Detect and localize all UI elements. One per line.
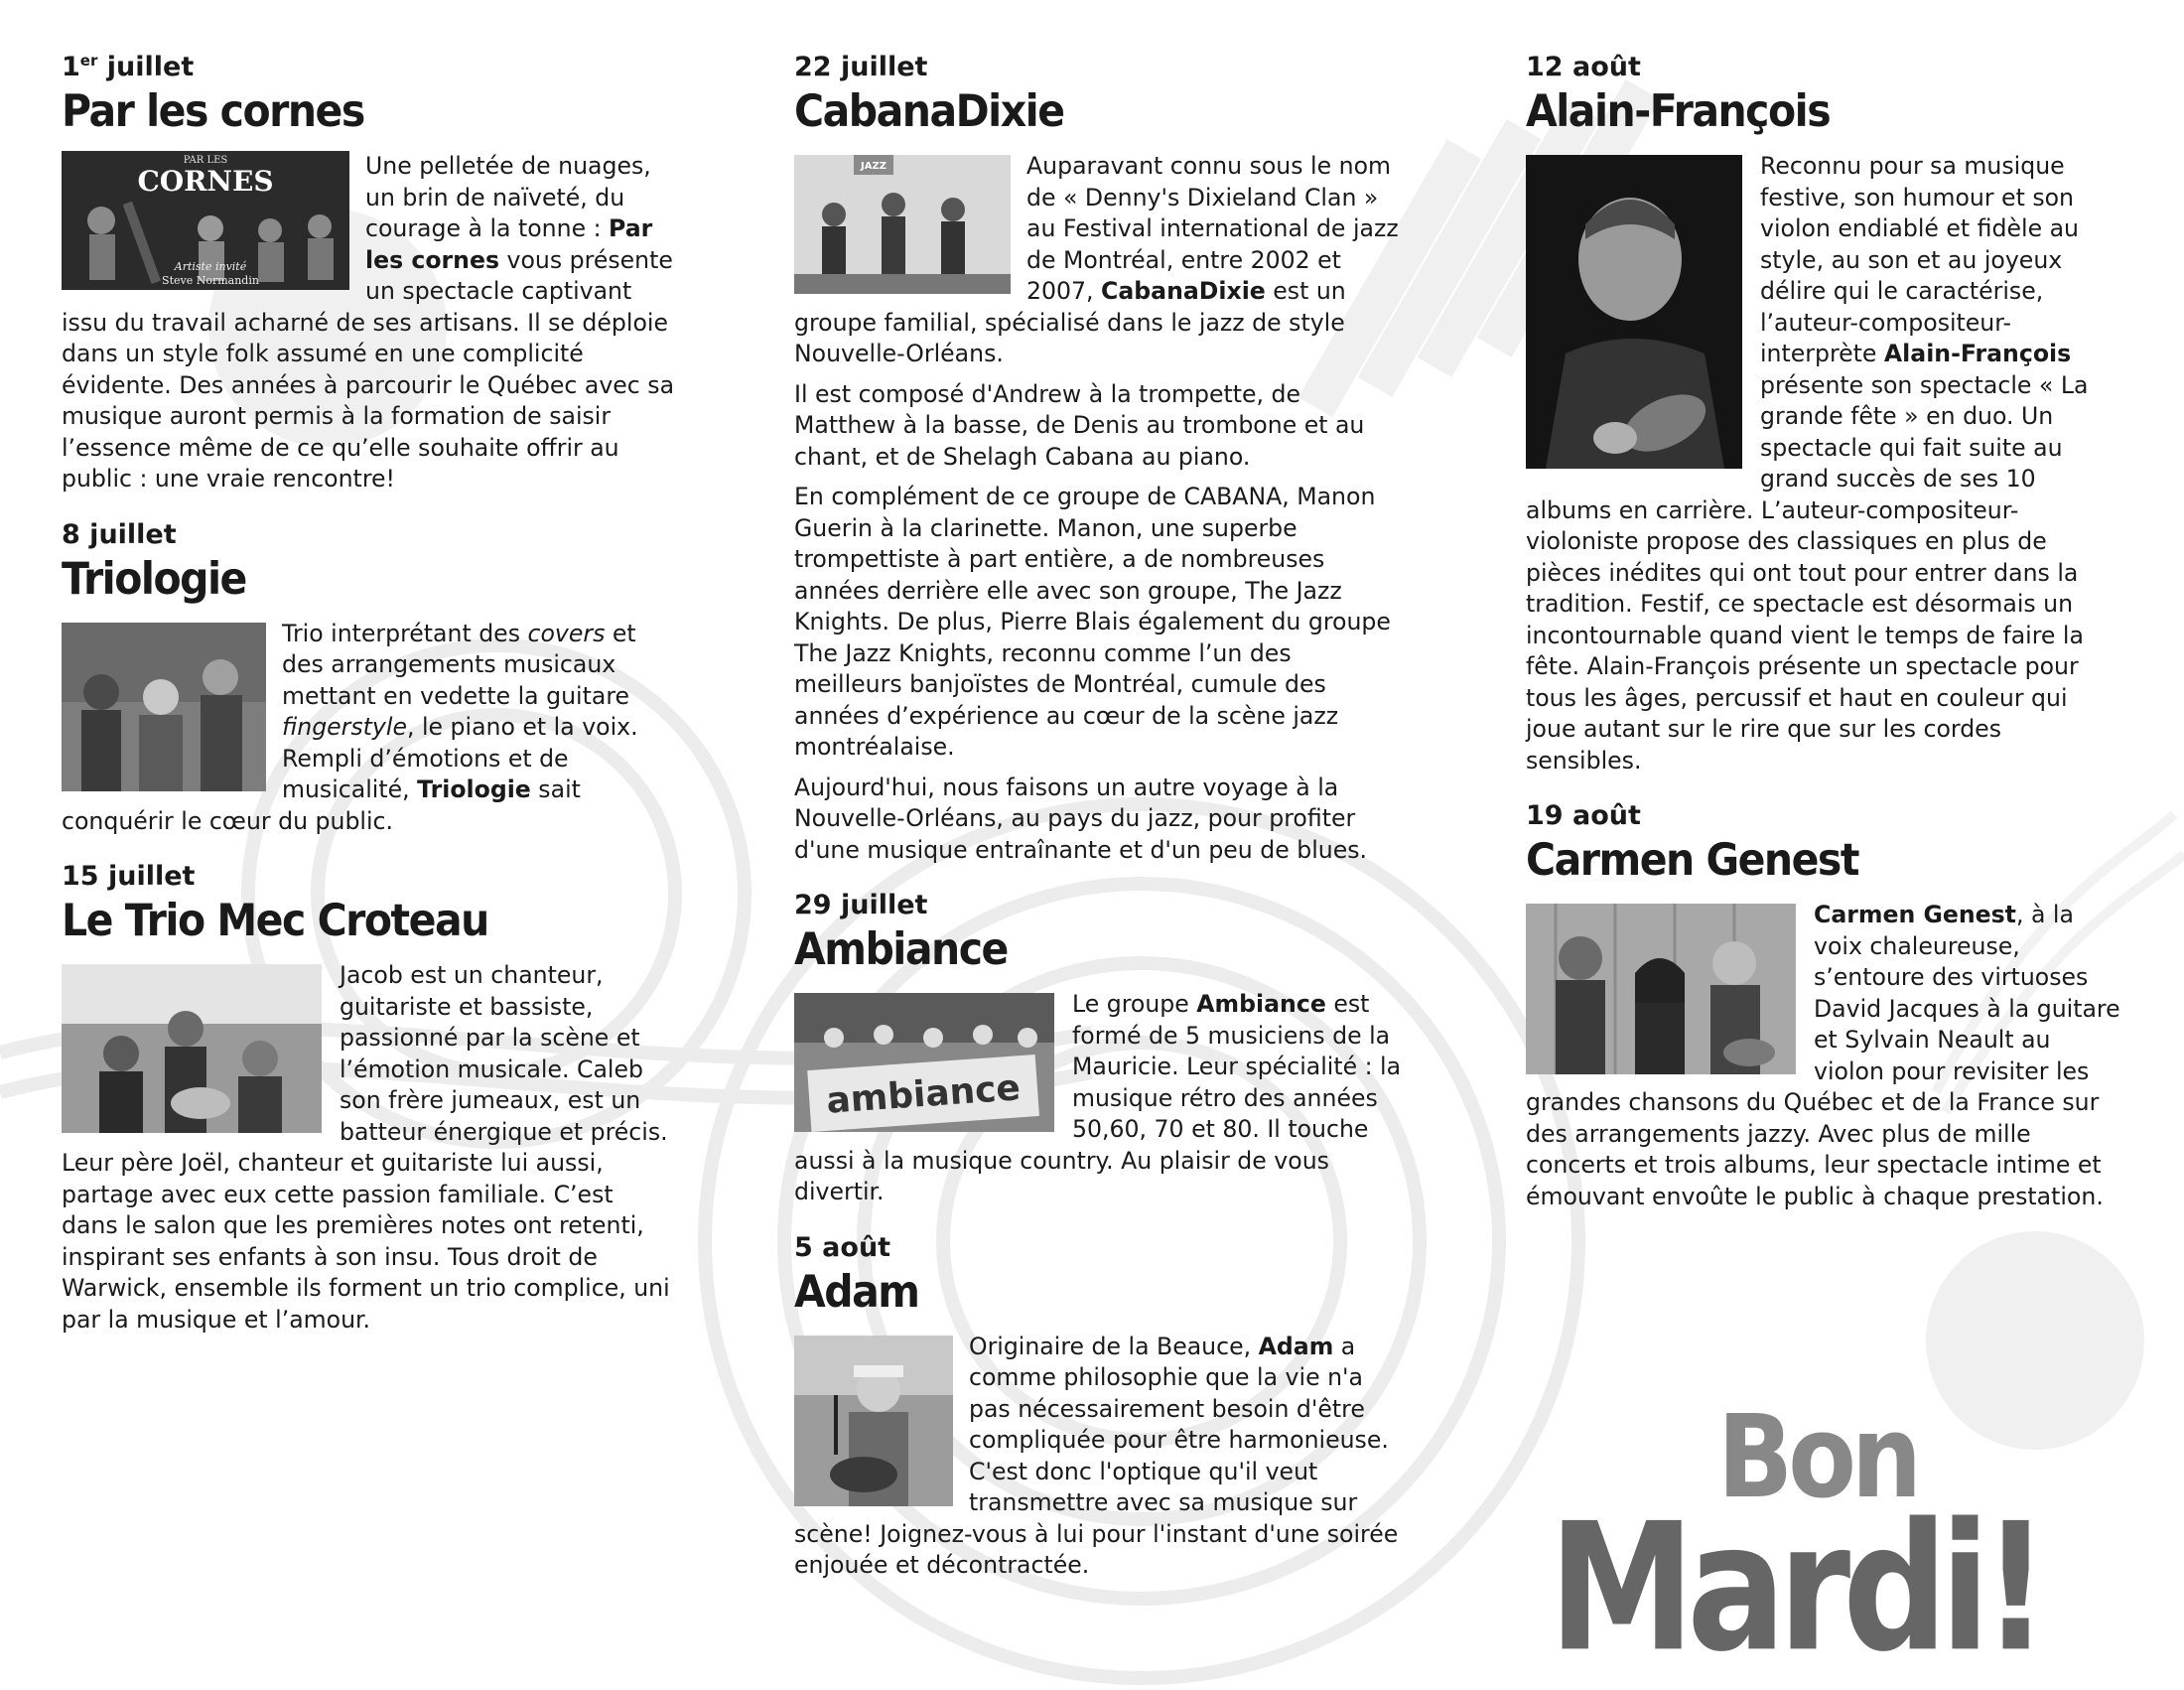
- event-date: 29 juillet: [794, 890, 928, 920]
- event-description: JAZZ Auparavant connu sous le nom de « Denny's Dixieland Clan » au Festival international de jazz de Montréal, entre 2002 et 2007, CabanaDixie est un groupe familial, spécialisé dans le jazz de style Nouvelle-Orléans. Il est composé d'Andrew à la trompette, de Matthew à la basse, de Denis au trombone et au chant, et de Shelagh Cabana au piano. En complément de ce groupe de CABANA, Manon Guerin à la clarinette. Manon, une superbe trompettiste à part entière, a de nombreuses années derrière elle avec son groupe, The Jazz Knights. De plus, Pierre Blais également du groupe The Jazz Knights, reconnu comme l’un des meilleurs banjoïstes de Montréal, cumule des années d’expérience au cœur de la scène jazz montréalaise. Aujourd'hui, nous faisons un autre voyage à la Nouvelle-Orléans, au pays du jazz, pour profiter d'une musique entraînante et d'un peu de blues.: [794, 151, 1402, 866]
- event-title: Alain-François: [1526, 85, 1831, 137]
- band-photo: [62, 964, 322, 1133]
- svg-text:CORNES: CORNES: [137, 165, 274, 198]
- event-title: Ambiance: [794, 923, 1008, 975]
- svg-text:Artiste invité: Artiste invité: [174, 260, 247, 273]
- svg-text:Steve Normandin: Steve Normandin: [162, 274, 259, 287]
- event-date: 5 août: [794, 1231, 891, 1263]
- event-description: Jacob est un chanteur, guitariste et bassiste, passionné par la scène et l’émotion musicale. Caleb son frère jumeaux, est un batteur énergique et précis. Leur père Joël, chanteur et guitariste lui aussi, partage avec eux cette passion familiale. C’est dans le salon que les premières notes ont retenti, inspirant ses enfants à son insu. Tous droit de Warwick, ensemble ils forment un trio complice, uni par la musique et l’amour.: [62, 961, 670, 1334]
- column-left: [62, 52, 675, 1359]
- band-photo: [1526, 904, 1796, 1074]
- event-title: CabanaDixie: [794, 85, 1064, 137]
- event-title: Adam: [794, 1265, 919, 1318]
- event-description: Originaire de la Beauce, Adam a comme philosophie que la vie n'a pas nécessairement besoin d'être compliquée pour être harmonieuse. C'est donc l'optique qu'il veut transmettre avec sa musique sur scène! Joignez-vous à lui pour l'instant d'une soirée enjouée et décontractée.: [794, 1332, 1399, 1579]
- event-par-les-cornes: [62, 52, 675, 495]
- event-description: PAR LES CORNES Artiste invité Steve Normandin Une pelletée de nuages, un brin de naïveté, du courage à la tonne : Par les cornes vous présente un spectacle captivant issu du travail acharné de ses artisans. Il se déploie dans un style folk assumé en une complicité évidente. Des années à parcourir le Québec avec sa musique auront permis à la formation de saisir l’essence même de ce qu’elle souhaite offrir au public : une vraie rencontre!: [62, 152, 675, 493]
- event-ambiance: [794, 890, 1402, 1208]
- event-description: Carmen Genest, à la voix chaleureuse, s’entoure des virtuoses David Jacques à la guitare et Sylvain Neault au violon pour revisiter les grandes chansons du Québec et de la France sur des arrangements jazzy. Avec plus de mille concerts et trois albums, leur spectacle intime et émouvant envoûte le public à chaque prestation.: [1526, 901, 2120, 1210]
- event-date: 12 août: [1526, 52, 1641, 82]
- column-right: [1526, 52, 2121, 1236]
- closing-line-1: Bon: [1717, 1390, 1918, 1524]
- event-title: Par les cornes: [62, 85, 364, 137]
- event-title: Le Trio Mec Croteau: [62, 895, 488, 946]
- event-triologie: [62, 519, 675, 838]
- event-adam: [794, 1232, 1402, 1582]
- column-middle: [794, 52, 1402, 1606]
- paragraph: Aujourd'hui, nous faisons un autre voyage à la Nouvelle-Orléans, au pays du jazz, pour profiter d'une musique entraînante et d'un peu de blues.: [794, 773, 1368, 864]
- band-photo: [62, 151, 349, 290]
- event-date: 8 juillet: [62, 518, 177, 550]
- event-cabanadixie: [794, 52, 1402, 866]
- svg-text:PAR LES: PAR LES: [183, 155, 228, 166]
- band-photo: [794, 993, 1054, 1132]
- paragraph: Il est composé d'Andrew à la trompette, de Matthew à la basse, de Denis au trombone et au chant, et de Shelagh Cabana au piano.: [794, 379, 1365, 471]
- event-date: 19 août: [1526, 800, 1641, 831]
- closing-greeting: [1549, 1390, 2105, 1690]
- event-description: Trio interprétant des covers et des arrangements musicaux mettant en vedette la guitare fingerstyle, le piano et la voix. Rempli d’émotions et de musicalité, Triologie sait conquérir le cœur du public.: [62, 619, 638, 835]
- event-title: Carmen Genest: [1526, 834, 1858, 886]
- closing-line-2: Mardi!: [1549, 1485, 2042, 1690]
- event-title: Triologie: [62, 552, 246, 605]
- artist-photo: [1526, 155, 1742, 469]
- event-carmen-genest: [1526, 800, 2121, 1212]
- event-le-trio-mec-croteau: [62, 861, 675, 1336]
- event-date: 15 juillet: [62, 861, 196, 892]
- event-alain-francois: [1526, 52, 2121, 776]
- event-description: ambiance Le groupe Ambiance est formé de 5 musiciens de la Mauricie. Leur spécialité : la musique rétro des années 50,60, 70 et 80. Il touche aussi à la musique country. Au plaisir de vous divertir.: [794, 990, 1402, 1205]
- paragraph: En complément de ce groupe de CABANA, Manon Guerin à la clarinette. Manon, une superbe trompettiste à part entière, a de nombreuses années derrière elle avec son groupe, The Jazz Knights. De plus, Pierre Blais également du groupe The Jazz Knights, reconnu comme l’un des meilleurs banjoïstes de Montréal, cumule des années d’expérience au cœur de la scène jazz montréalaise.: [794, 483, 1391, 761]
- event-description: Reconnu pour sa musique festive, son humour et son violon endiablé et fidèle au style, au son et au joyeux délire qui le caractérise, l’auteur-compositeur-interprète Alain-François présente son spectacle « La grande fête » en duo. Un spectacle qui fait suite au grand succès de ses 10 albums en carrière. L’auteur-compositeur-violoniste propose des classiques en plus de pièces inédites qui ont tout pour entrer dans la tradition. Festif, ce spectacle est désormais un incontournable quand vient le temps de faire la fête. Alain-François présente un spectacle pour tous les âges, percussif et haut en couleur qui joue autant sur le rire que sur les cordes sensibles.: [1526, 152, 2089, 775]
- svg-text:ambiance: ambiance: [825, 1067, 1023, 1122]
- event-date: 22 juillet: [794, 52, 928, 82]
- band-photo: [62, 623, 266, 791]
- band-photo: [794, 155, 1011, 294]
- event-date: 1er juillet: [62, 52, 195, 82]
- artist-photo: [794, 1336, 953, 1506]
- svg-text:JAZZ: JAZZ: [861, 161, 887, 172]
